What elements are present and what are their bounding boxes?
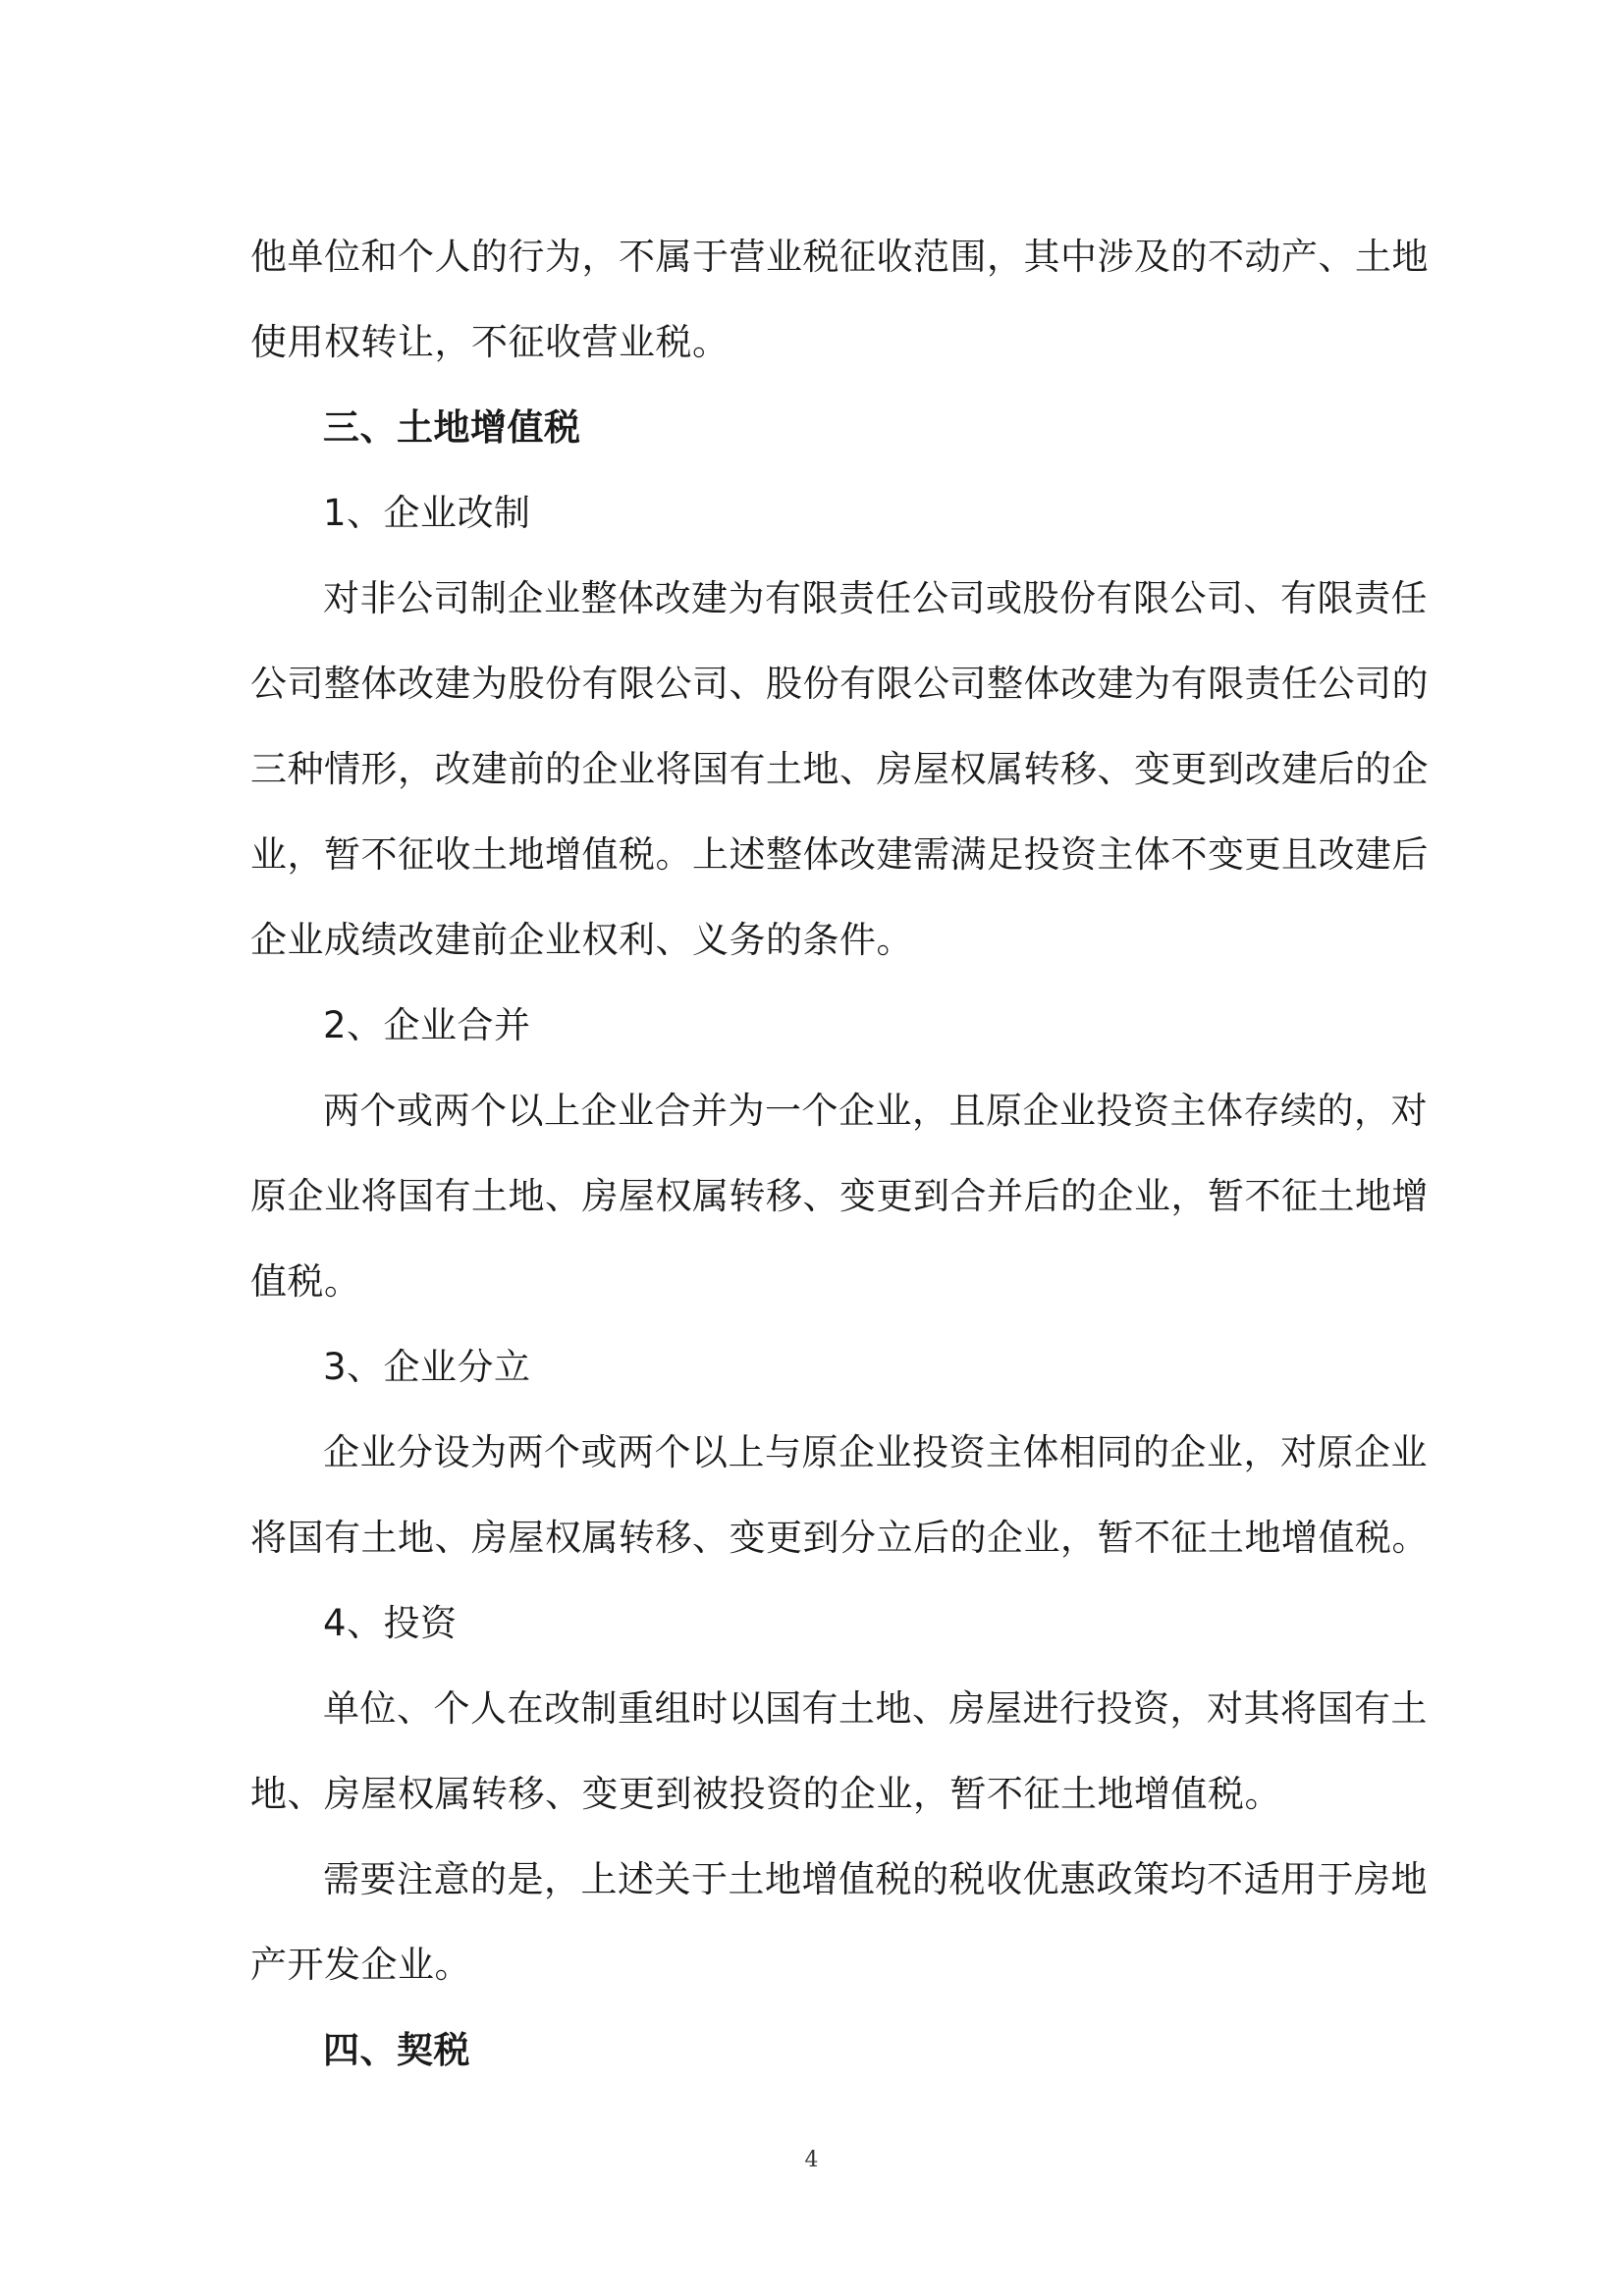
paragraph-line: 使用权转让，不征收营业税。 [250, 321, 730, 363]
paragraph-line: 原企业将国有土地、房屋权属转移、变更到合并后的企业，暂不征土地增 [250, 1175, 1429, 1217]
paragraph-line: 公司整体改建为股份有限公司、股份有限公司整体改建为有限责任公司的 [250, 663, 1429, 705]
subheading-division: 3、企业分立 [323, 1346, 531, 1388]
page-number: 4 [804, 2148, 819, 2172]
paragraph-line: 地、房屋权属转移、变更到被投资的企业，暂不征土地增值税。 [250, 1773, 1281, 1815]
paragraph-line: 业，暂不征收土地增值税。上述整体改建需满足投资主体不变更且改建后 [250, 833, 1429, 876]
page-body [250, 214, 1429, 2093]
paragraph-line: 单位、个人在改制重组时以国有土地、房屋进行投资，对其将国有土 [323, 1687, 1428, 1730]
paragraph-line: 值税。 [250, 1260, 361, 1303]
paragraph-line: 企业成绩改建前企业权利、义务的条件。 [250, 919, 913, 961]
paragraph-line: 将国有土地、房屋权属转移、变更到分立后的企业，暂不征土地增值税。 [250, 1517, 1429, 1559]
paragraph-line: 三种情形，改建前的企业将国有土地、房屋权属转移、变更到改建后的企 [250, 748, 1429, 790]
section-heading-deed-tax: 四、契税 [323, 2029, 470, 2071]
paragraph-line: 需要注意的是，上述关于土地增值税的税收优惠政策均不适用于房地 [323, 1858, 1428, 1900]
paragraph-line: 对非公司制企业整体改建为有限责任公司或股份有限公司、有限责任 [323, 577, 1428, 619]
paragraph-line: 产开发企业。 [250, 1944, 471, 1986]
subheading-restructuring: 1、企业改制 [323, 492, 531, 534]
paragraph-line: 他单位和个人的行为，不属于营业税征收范围，其中涉及的不动产、土地 [250, 236, 1429, 278]
section-heading-land-value-tax: 三、土地增值税 [323, 406, 581, 449]
paragraph-line: 两个或两个以上企业合并为一个企业，且原企业投资主体存续的，对 [323, 1090, 1428, 1132]
subheading-investment: 4、投资 [323, 1602, 458, 1644]
subheading-merger: 2、企业合并 [323, 1004, 531, 1046]
paragraph-line: 企业分设为两个或两个以上与原企业投资主体相同的企业，对原企业 [323, 1431, 1428, 1473]
